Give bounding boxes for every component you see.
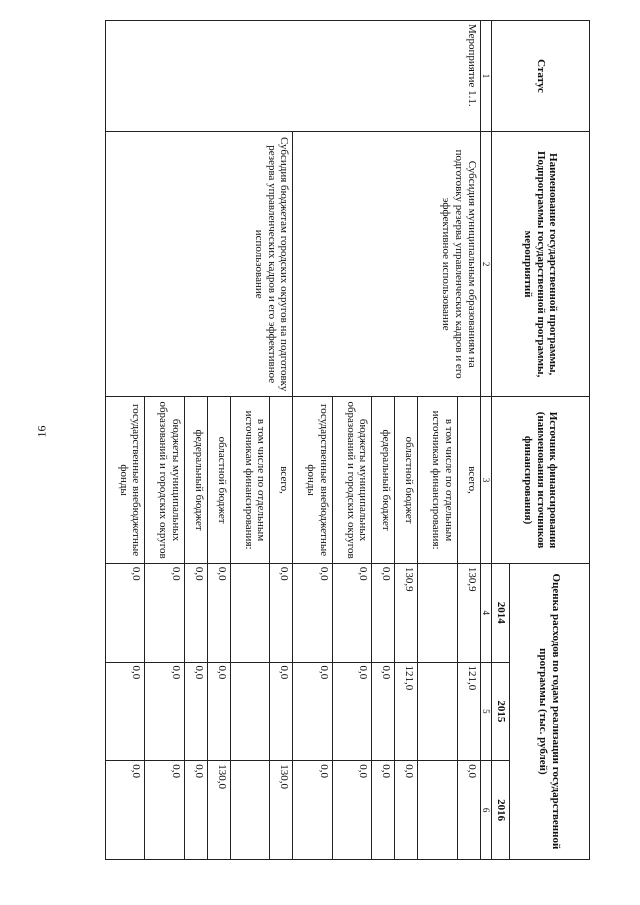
- value-cell: [230, 761, 269, 860]
- value-cell: [418, 662, 457, 761]
- value-cell: 0,0: [332, 662, 371, 761]
- value-cell: 130,9: [395, 563, 418, 662]
- value-cell: 0,0: [145, 563, 184, 662]
- value-cell: [418, 563, 457, 662]
- column-index: 4: [480, 563, 491, 662]
- page-number: 16: [34, 425, 49, 438]
- activity-name-cell: Субсидия муниципальным образованиям на подготовку резерва управленческих кадров и его эффективное использование: [293, 132, 480, 397]
- budget-table-sheet: [105, 20, 590, 860]
- value-cell: [230, 662, 269, 761]
- value-cell: 0,0: [207, 662, 230, 761]
- value-cell: 0,0: [270, 662, 293, 761]
- value-cell: 0,0: [293, 563, 332, 662]
- value-cell: 130,9: [457, 563, 480, 662]
- source-cell: всего,: [457, 397, 480, 564]
- value-cell: 0,0: [184, 662, 207, 761]
- value-cell: 0,0: [293, 662, 332, 761]
- source-cell: бюджеты муниципальных образований и городских округов: [332, 397, 371, 564]
- value-cell: [230, 563, 269, 662]
- header-name: Наименование государственной программы, Подпрограммы государственной программы, мероприятий: [492, 132, 590, 397]
- table-row: [270, 21, 293, 860]
- value-cell: 0,0: [395, 761, 418, 860]
- header-status: Статус: [492, 21, 590, 132]
- value-cell: 0,0: [184, 761, 207, 860]
- column-index: 2: [480, 132, 491, 397]
- header-source: Источник финансирования (наименования источников финансирования): [492, 397, 590, 564]
- value-cell: 130,0: [207, 761, 230, 860]
- value-cell: 121,0: [457, 662, 480, 761]
- value-cell: 0,0: [145, 662, 184, 761]
- value-cell: 0,0: [106, 662, 145, 761]
- source-cell: государственные внебюджетные фонды: [106, 397, 145, 564]
- source-cell: всего,: [270, 397, 293, 564]
- value-cell: 0,0: [293, 761, 332, 860]
- column-index: 5: [480, 662, 491, 761]
- value-cell: 0,0: [457, 761, 480, 860]
- source-cell: областной бюджет: [395, 397, 418, 564]
- value-cell: 0,0: [332, 563, 371, 662]
- value-cell: 0,0: [207, 563, 230, 662]
- budget-table: [105, 20, 590, 860]
- value-cell: 0,0: [184, 563, 207, 662]
- value-cell: 0,0: [372, 563, 395, 662]
- header-estimate: Оценка расходов по годам реализации государственной программы (тыс. рублей): [510, 563, 590, 859]
- column-index: 6: [480, 761, 491, 860]
- column-index: 3: [480, 397, 491, 564]
- activity-name-cell: Субсидия бюджетам городских округов на подготовку резерва управленческих кадров и его эффективное использование: [106, 132, 293, 397]
- table-row: [457, 21, 480, 860]
- header-year-2015: 2015: [492, 662, 510, 761]
- value-cell: 0,0: [372, 761, 395, 860]
- value-cell: 130,0: [270, 761, 293, 860]
- source-cell: в том числе по отдельным источникам финансирования:: [418, 397, 457, 564]
- source-cell: бюджеты муниципальных образований и городских округов: [145, 397, 184, 564]
- source-cell: государственные внебюджетные фонды: [293, 397, 332, 564]
- value-cell: 0,0: [372, 662, 395, 761]
- value-cell: 121,0: [395, 662, 418, 761]
- source-cell: в том числе по отдельным источникам финансирования:: [230, 397, 269, 564]
- value-cell: 0,0: [106, 563, 145, 662]
- value-cell: [418, 761, 457, 860]
- column-index: 1: [480, 21, 491, 132]
- header-year-2014: 2014: [492, 563, 510, 662]
- value-cell: 0,0: [145, 761, 184, 860]
- source-cell: федеральный бюджет: [372, 397, 395, 564]
- value-cell: 0,0: [332, 761, 371, 860]
- source-cell: федеральный бюджет: [184, 397, 207, 564]
- header-year-2016: 2016: [492, 761, 510, 860]
- value-cell: 0,0: [106, 761, 145, 860]
- source-cell: областной бюджет: [207, 397, 230, 564]
- value-cell: 0,0: [270, 563, 293, 662]
- status-cell: Мероприятие 1.1.: [106, 21, 481, 132]
